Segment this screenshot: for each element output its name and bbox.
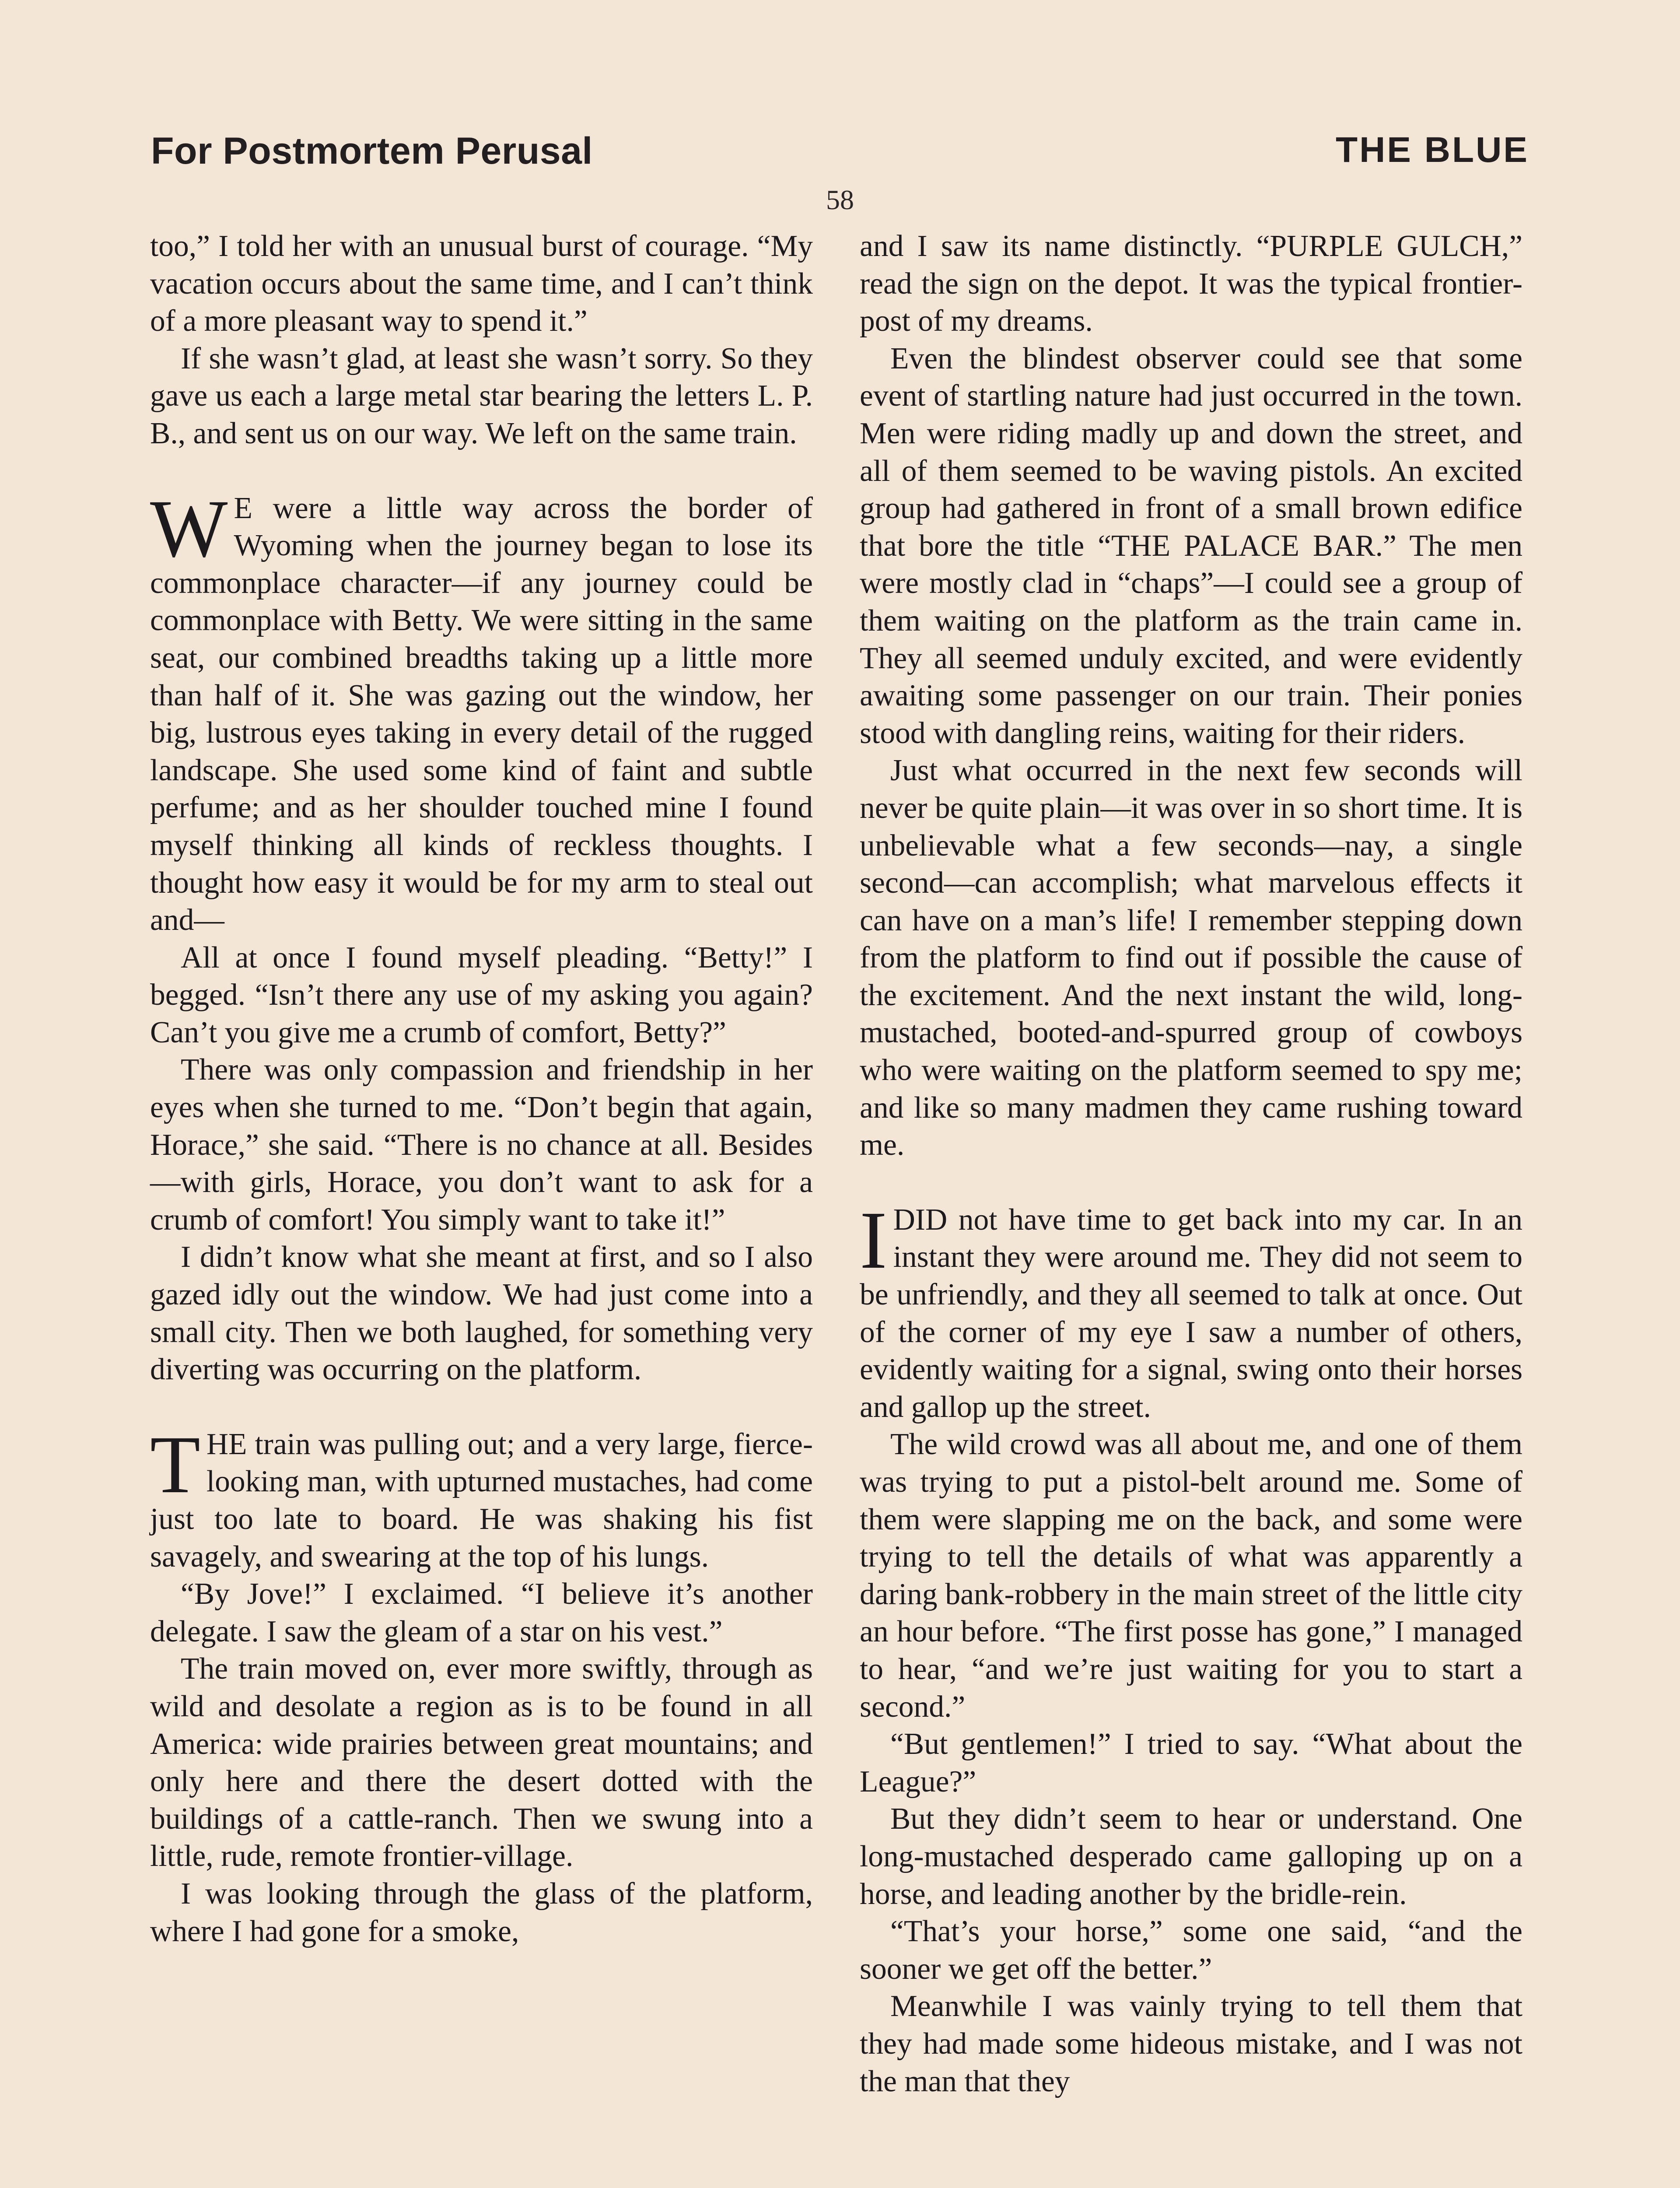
- paragraph: There was only compassion and friendship in her eyes when she turned to me. “Don’t begin that again, Horace,” she said. “There is no chance at all. Besides —with girls, Horace, you don’t want to ask for a crumb of comfort! You simply want to take it!”: [150, 1053, 813, 1237]
- paragraph: I didn’t know what she meant at first, and so I also gazed idly out the window. We had just come into a small city. Then we both laughed, for something very diverting was occurring on the platform.: [150, 1240, 813, 1387]
- paragraph: I was looking through the glass of the platform, where I had gone for a smoke,: [150, 1876, 813, 1948]
- paragraph: Even the blindest observer could see that some event of startling nature had just occurred in the town. Men were riding madly up and down the street, and all of them seemed to be waving pistols. An excited group had gathered in front of a small brown edifice that bore the title “THE PALACE BAR.” The men were mostly clad in “chaps”—I could see a group of them waiting on the platform as the train came in. They all seemed unduly excited, and were evidently awaiting some passenger on our train. Their ponies stood with dangling reins, waiting for their riders.: [860, 341, 1522, 750]
- paragraph: “But gentlemen!” I tried to say. “What about the League?”: [860, 1727, 1522, 1799]
- paragraph: The train moved on, ever more swiftly, through as wild and desolate a region as is to be found in all America: wide prairies between great mountains; and only here and there the desert dotted with the buildings of a cattle-ranch. Then we swung into a little, rude, remote frontier-village.: [150, 1652, 813, 1873]
- paragraph: Just what occurred in the next few seconds will never be quite plain—it was over in so short time. It is unbelievable what a few seconds—nay, a single second—can accomplish; what marvelous effects it can have on a man’s life! I remember stepping down from the platform to find out if possible the cause of the excitement. And the next instant the wild, long-mustached, booted-and-spurred group of cowboys who were waiting on the platform seemed to spy me; and like so many madmen they came rushing toward me.: [860, 754, 1522, 1162]
- paragraph: All at once I found myself pleading. “Betty!” I begged. “Isn’t there any use of my asking you again? Can’t you give me a crumb of comfort, Betty?”: [150, 940, 813, 1049]
- magazine-title: THE BLUE: [1336, 130, 1529, 170]
- left-column: [150, 228, 813, 1950]
- paragraph: If she wasn’t glad, at least she wasn’t sorry. So they gave us each a large metal star bearing the letters L. P. B., and sent us on our way. We left on the same train.: [150, 341, 813, 450]
- paragraph: “By Jove!” I exclaimed. “I believe it’s another delegate. I saw the gleam of a star on his vest.”: [150, 1577, 813, 1648]
- right-column: [860, 228, 1522, 2100]
- section-start-paragraph: WE were a little way across the border of Wyoming when the journey began to lose its commonplace character—if any journey could be commonplace with Betty. We were sitting in the same seat, our combined breadths taking up a little more than half of it. She was gazing out the window, her big, lustrous eyes taking in every detail of the rugged landscape. She used some kind of faint and subtle perfume; and as her shoulder touched mine I found myself thinking all kinds of reckless thoughts. I thought how easy it would be for my arm to steal out and—: [150, 482, 813, 937]
- paragraph: too,” I told her with an unusual burst of courage. “My vacation occurs about the same time, and I can’t think of a more pleasant way to spend it.”: [150, 229, 813, 338]
- page-header: [151, 130, 1529, 182]
- section-start-paragraph: THE train was pulling out; and a very large, fierce-looking man, with upturned mustaches, had come just too late to board. He was shaking his fist savagely, and swearing at the top of his lungs.: [150, 1418, 813, 1574]
- paragraph: But they didn’t seem to hear or understand. One long-mustached desperado came galloping up on a horse, and leading another by the bridle-rein.: [860, 1802, 1522, 1911]
- paragraph: “That’s your horse,” some one said, “and the sooner we get off the better.”: [860, 1914, 1522, 1986]
- story-title: For Postmortem Perusal: [151, 130, 593, 172]
- section-start-paragraph: IDID not have time to get back into my car. In an instant they were around me. They did not seem to be unfriendly, and they all seemed to talk at once. Out of the corner of my eye I saw a number of others, evidently waiting for a signal, swing onto their horses and gallop up the street.: [860, 1194, 1522, 1424]
- page-number: 58: [826, 184, 854, 215]
- paragraph: and I saw its name distinctly. “PURPLE GULCH,” read the sign on the depot. It was the typical frontier-post of my dreams.: [860, 229, 1522, 338]
- paragraph: The wild crowd was all about me, and one of them was trying to put a pistol-belt around me. Some of them were slapping me on the back, and some were trying to tell the details of what was apparently a daring bank-robbery in the main street of the little city an hour before. “The first posse has gone,” I managed to hear, “and we’re just waiting for you to start a second.”: [860, 1427, 1522, 1724]
- paragraph: Meanwhile I was vainly trying to tell them that they had made some hideous mistake, and I was not the man that they: [860, 1989, 1522, 2098]
